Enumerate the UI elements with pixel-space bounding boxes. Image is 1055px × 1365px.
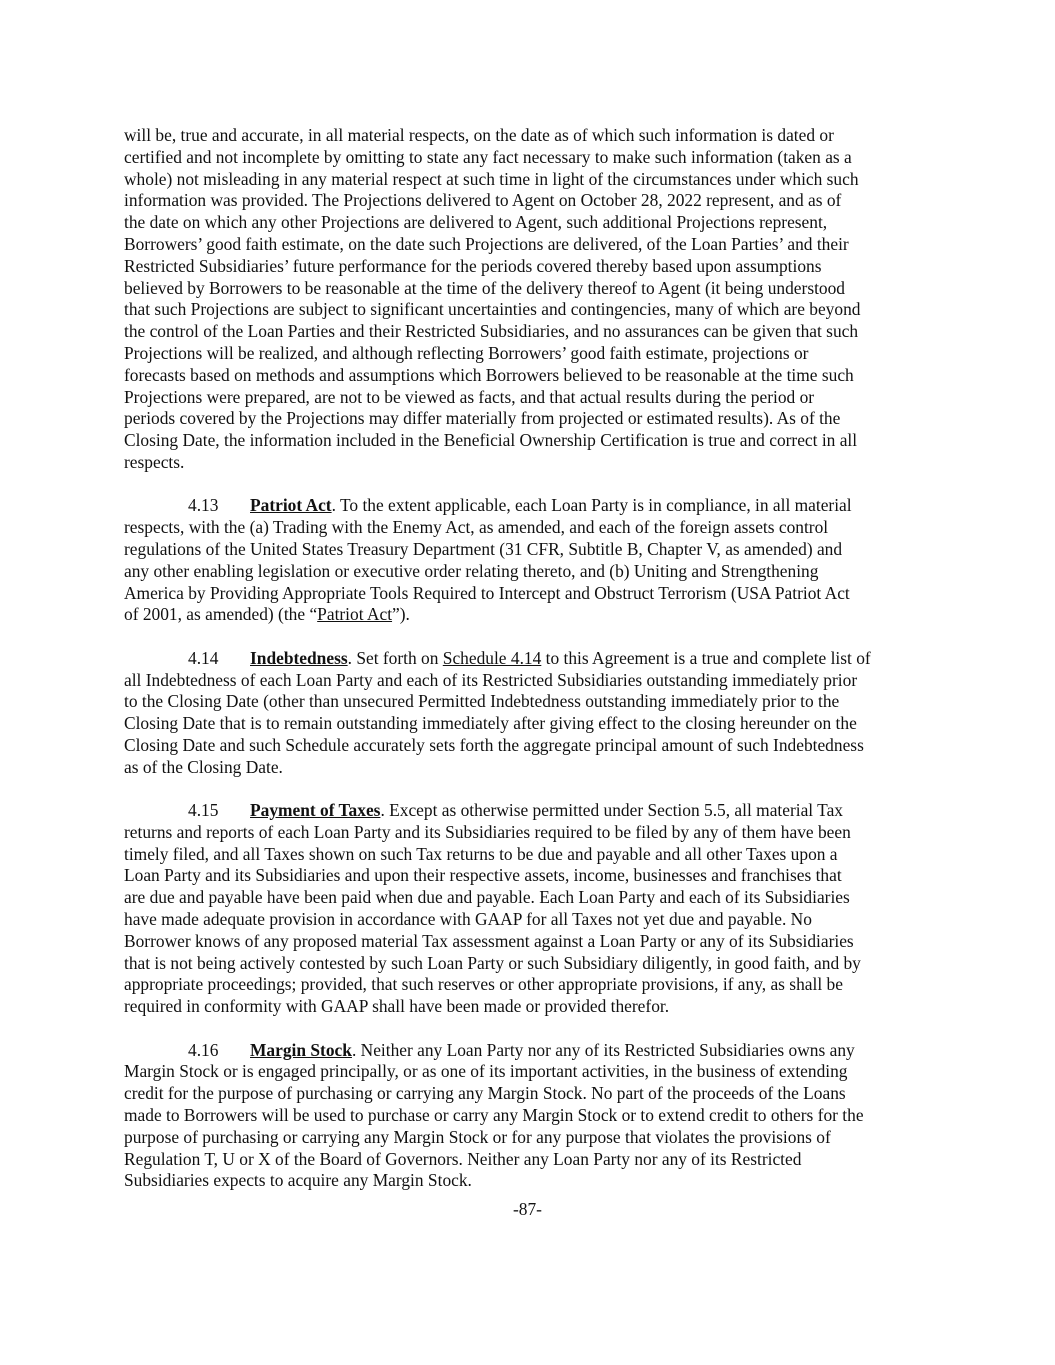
text-line: Closing Date, the information included in the Beneficial Ownership Certification is true and correct in all xyxy=(124,430,858,451)
text-line: respects. xyxy=(124,451,185,472)
text-line: are due and payable have been paid when due and payable. Each Loan Party and each of its Subsidiaries xyxy=(124,887,850,908)
document-page xyxy=(124,125,944,1192)
text-line: have made adequate provision in accordance with GAAP for all Taxes not yet due and payable. No xyxy=(124,909,812,930)
section-text: to this Agreement is a true and complete list of xyxy=(541,647,871,668)
text-line: Closing Date that is to remain outstanding immediately after giving effect to the closing hereunder on the xyxy=(124,713,857,734)
text-line: America by Providing Appropriate Tools Required to Intercept and Obstruct Terrorism (USA Patriot Act xyxy=(124,582,850,603)
text-line: that such Projections are subject to significant uncertainties and contingencies, many of which are beyond xyxy=(124,299,861,320)
text-line: Closing Date and such Schedule accurately sets forth the aggregate principal amount of such Indebtedness xyxy=(124,734,864,755)
text-line: Subsidiaries expects to acquire any Margin Stock. xyxy=(124,1170,472,1191)
text-line: required in conformity with GAAP shall have been made or provided therefor. xyxy=(124,996,670,1017)
continuation-paragraph xyxy=(124,125,944,474)
text-line: Margin Stock or is engaged principally, or as one of its important activities, in the business of extending xyxy=(124,1061,848,1082)
text-line: respects, with the (a) Trading with the Enemy Act, as amended, and each of the foreign assets control xyxy=(124,517,829,538)
text-line: Projections were prepared, are not to be viewed as facts, and that actual results during the period or xyxy=(124,386,815,407)
section-text: . To the extent applicable, each Loan Party is in compliance, in all material xyxy=(331,495,852,516)
text-line: purpose of purchasing or carrying any Margin Stock or for any purpose that violates the provisions of xyxy=(124,1126,831,1147)
text-line: information was provided. The Projections delivered to Agent on October 28, 2022 represent, and as of xyxy=(124,190,842,211)
text-line: Restricted Subsidiaries’ future performance for the periods covered thereby based upon assumptions xyxy=(124,255,822,276)
text-line: made to Borrowers will be used to purchase or carry any Margin Stock or to extend credit to others for the xyxy=(124,1105,864,1126)
text-line: all Indebtedness of each Loan Party and each of its Restricted Subsidiaries outstanding immediately prior xyxy=(124,669,858,690)
text-line: the date on which any other Projections are delivered to Agent, such additional Projections represent, xyxy=(124,212,828,233)
text-line: Regulation T, U or X of the Board of Governors. Neither any Loan Party nor any of its Restricted xyxy=(124,1148,802,1169)
text-line: as of the Closing Date. xyxy=(124,756,283,777)
section-heading: Payment of Taxes xyxy=(250,800,381,821)
text-line: will be, true and accurate, in all material respects, on the date as of which such information is dated or xyxy=(124,125,834,145)
text-line: any other enabling legislation or executive order relating thereto, and (b) Uniting and Strengthening xyxy=(124,560,819,581)
page-number: -87- xyxy=(513,1199,542,1219)
text-line: to the Closing Date (other than unsecured Permitted Indebtedness outstanding immediately prior to the xyxy=(124,691,840,712)
text-line: the control of the Loan Parties and their Restricted Subsidiaries, and no assurances can be given that such xyxy=(124,321,859,342)
section-4-16-margin-stock xyxy=(124,1040,944,1193)
section-4-15-payment-of-taxes xyxy=(124,800,944,1018)
text-line: Borrowers’ good faith estimate, on the date such Projections are delivered, of the Loan Parties’ and their xyxy=(124,233,849,254)
text-line: returns and reports of each Loan Party and its Subsidiaries required to be filed by any of them have been xyxy=(124,821,851,842)
text-line: Loan Party and its Subsidiaries and upon their respective assets, income, businesses and franchises that xyxy=(124,865,842,886)
section-text: . Set forth on xyxy=(347,647,443,668)
section-number: 4.15 xyxy=(188,800,219,821)
section-text: . Except as otherwise permitted under Section 5.5, all material Tax xyxy=(380,800,843,821)
text-line: believed by Borrowers to be reasonable at the time of the delivery thereof to Agent (it being understood xyxy=(124,277,846,298)
section-4-13-patriot-act xyxy=(124,495,944,626)
section-heading: Margin Stock xyxy=(250,1039,352,1060)
text-line: appropriate proceedings; provided, that such reserves or other appropriate provisions, if any, as shall be xyxy=(124,974,843,995)
section-number: 4.13 xyxy=(188,495,219,516)
section-heading: Patriot Act xyxy=(250,495,332,516)
text-line: whole) not misleading in any material respect at such time in light of the circumstances under which such xyxy=(124,168,859,189)
text-line: certified and not incomplete by omitting to state any fact necessary to make such information (taken as a xyxy=(124,146,852,167)
text-line: regulations of the United States Treasury Department (31 CFR, Subtitle B, Chapter V, as amended) and xyxy=(124,538,843,559)
section-number: 4.14 xyxy=(188,647,219,668)
text-line: forecasts based on methods and assumptions which Borrowers believed to be reasonable at the time such xyxy=(124,364,854,385)
text-line: timely filed, and all Taxes shown on such Tax returns to be due and payable and all other Taxes upon a xyxy=(124,843,838,864)
schedule-4-14-reference: Schedule 4.14 xyxy=(442,647,542,668)
defined-term-patriot-act: Patriot Act xyxy=(317,604,393,625)
section-text: of 2001, as amended) (the “ xyxy=(124,604,318,625)
section-text: . Neither any Loan Party nor any of its Restricted Subsidiaries owns any xyxy=(351,1039,855,1060)
section-heading: Indebtedness xyxy=(250,647,348,668)
section-number: 4.16 xyxy=(188,1039,219,1060)
section-4-14-indebtedness xyxy=(124,648,944,779)
text-line: credit for the purpose of purchasing or carrying any Margin Stock. No part of the proceeds of the Loans xyxy=(124,1083,846,1104)
text-line: periods covered by the Projections may differ materially from projected or estimated results). As of the xyxy=(124,408,841,429)
section-text: ”). xyxy=(392,604,410,625)
text-line: Projections will be realized, and although reflecting Borrowers’ good faith estimate, projections or xyxy=(124,342,809,363)
text-line: Borrower knows of any proposed material Tax assessment against a Loan Party or any of its Subsidiaries xyxy=(124,930,854,951)
text-line: that is not being actively contested by such Loan Party or such Subsidiary diligently, in good faith, and by xyxy=(124,952,861,973)
